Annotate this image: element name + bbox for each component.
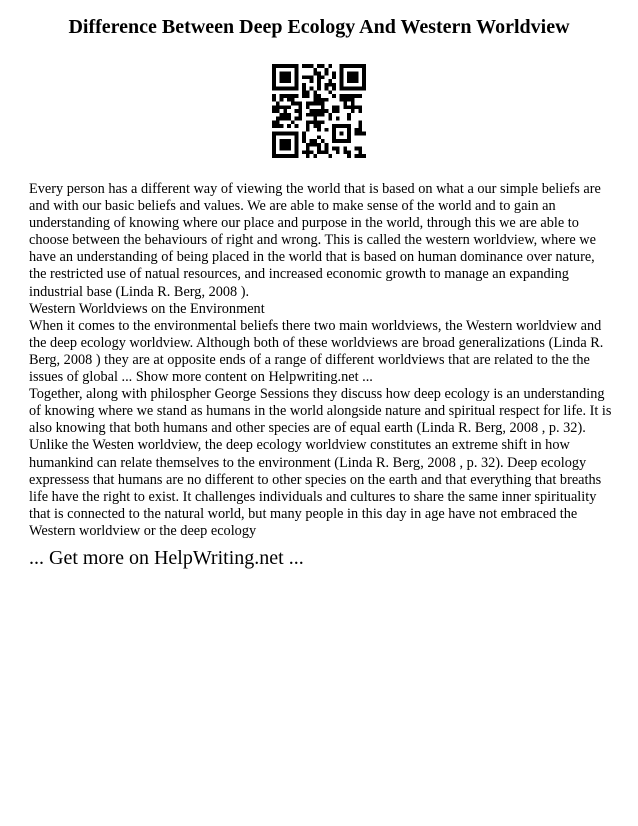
article-body (29, 181, 614, 540)
page-title: Difference Between Deep Ecology And Western Worldview (68, 16, 570, 38)
paragraph-deep-ecology: Together, along with philospher George Sessions they discuss how deep ecology is an understanding of knowing where we stand as humans in the world alongside nature and spiritual respect for life. It is also knowing that both humans and other species are of equal earth (Linda R. Berg, 2008 , p. 32). Unlike the Westen worldview, the deep ecology worldview constitutes an extreme shift in how humankind can relate themselves to the environment (Linda R. Berg, 2008 , p. 32). Deep ecology expressess that humans are no different to other species on the earth and that everything that breaths life have the right to exist. It challenges individuals and cultures to share the same inner spirituality that is connected to the natural world, but many people in this day in age have not embraced the Western worldview or the deep ecology (29, 386, 612, 539)
section-heading: Western Worldviews on the Environment (29, 300, 265, 317)
paragraph-intro: Every person has a different way of viewing the world that is based on what a our simple beliefs are and with our basic beliefs and values. We are able to make sense of the world and to gain an understanding of knowing where our place and purpose in the world, through this we are able to choose between the behaviours of right and wrong. This is called the western worldview, where we have an understanding of being placed in the world that is based on human dominance over nature, the restricted use of natual resources, and increased economic growth to manage an expanding industrial base (Linda R. Berg, 2008 ). (29, 181, 601, 300)
get-more-link[interactable]: ... Get more on HelpWriting.net ... (29, 547, 304, 569)
qr-code-icon (272, 64, 366, 158)
paragraph-worldviews: When it comes to the environmental beliefs there two main worldviews, the Western worldview and the deep ecology worldview. Although both of these worldviews are broad generalizations (Linda R. Berg, 2008 ) they are at opposite ends of a range of different worldviews that are related to the the issues of global ... Show more content on Helpwriting.net ... (29, 317, 604, 386)
